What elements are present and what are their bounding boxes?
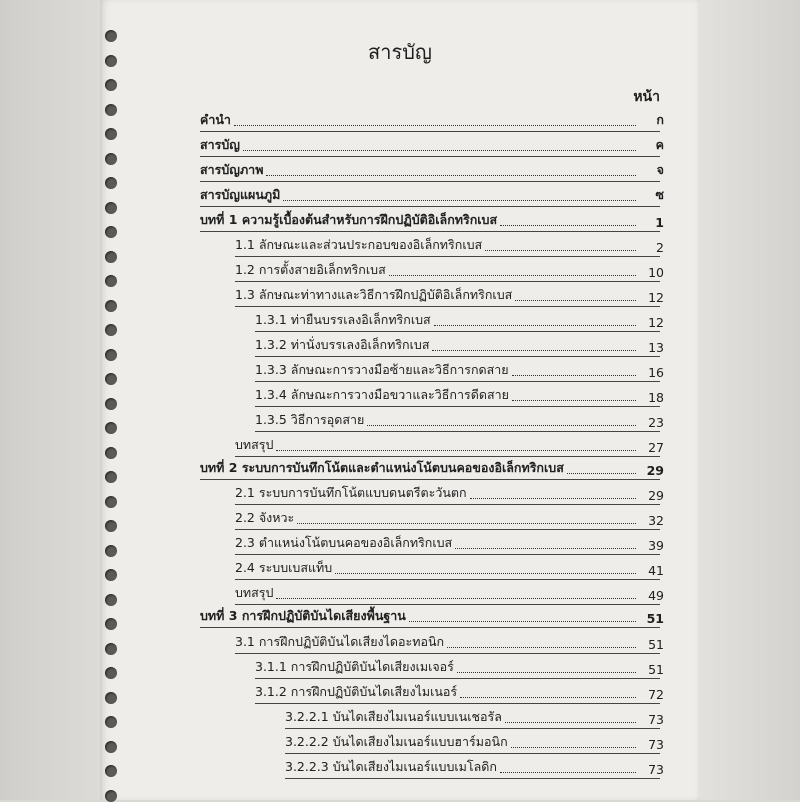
toc-entry-page: 29	[648, 488, 664, 503]
toc-entry	[255, 358, 664, 380]
toc-entry	[235, 630, 664, 652]
toc-entry-page: 73	[648, 712, 664, 727]
toc-leader	[243, 150, 636, 151]
toc-entry-page: 49	[648, 588, 664, 603]
toc-rule	[200, 156, 660, 157]
toc-entry	[200, 133, 664, 155]
toc-entry-label: 1.3.3 ลักษณะการวางมือซ้ายและวิธีการกดสาย	[255, 362, 509, 377]
toc-entry-label: 3.1.1 การฝึกปฏิบัติบันไดเสียงเมเจอร์	[255, 659, 454, 674]
toc-entry-label: สารบัญแผนภูมิ	[200, 187, 281, 202]
toc-entry-page: 72	[648, 687, 664, 702]
toc-entry-label: บทสรุป	[235, 585, 274, 600]
toc-entry	[255, 408, 664, 430]
toc-entry-label: บทที่ 1 ความรู้เบื้องต้นสำหรับการฝึกปฏิบัติอิเล็กทริกเบส	[200, 212, 498, 227]
toc-entry	[285, 730, 664, 752]
toc-leader	[485, 250, 636, 251]
toc-rule	[235, 529, 660, 530]
toc-entry	[200, 604, 664, 626]
toc-entry-page: ก	[656, 112, 664, 127]
toc-entry-label: บทที่ 2 ระบบการบันทึกโน้ตและตำแหน่งโน้ตบนคอของอิเล็กทริกเบส	[200, 460, 564, 475]
toc-entry	[235, 283, 664, 305]
toc-rule	[235, 306, 660, 307]
toc-entry	[235, 433, 664, 455]
toc-rule	[255, 431, 660, 432]
toc-entry	[285, 755, 664, 777]
toc-entry-page: 51	[648, 662, 664, 677]
toc-leader	[512, 375, 636, 376]
toc-entry-page: 12	[648, 290, 664, 305]
toc-leader	[511, 747, 636, 748]
toc-entry	[235, 481, 664, 503]
toc-entry	[235, 258, 664, 280]
toc-entry	[235, 233, 664, 255]
toc-leader	[500, 772, 636, 773]
toc-entry	[255, 308, 664, 330]
toc-entry-page: 29	[646, 463, 664, 478]
toc-leader	[389, 275, 636, 276]
toc-entry-page: 51	[648, 637, 664, 652]
toc-entry-label: 1.3.4 ลักษณะการวางมือขวาและวิธีการดีดสาย	[255, 387, 509, 402]
toc-entry-label: 1.3.5 วิธีการอุดสาย	[255, 412, 365, 427]
toc-leader	[512, 400, 636, 401]
toc-entry-page: 12	[648, 315, 664, 330]
toc-leader	[367, 425, 636, 426]
toc-rule	[235, 604, 660, 605]
toc-entry-label: 1.3.2 ท่านั่งบรรเลงอิเล็กทริกเบส	[255, 337, 430, 352]
toc-entry	[200, 456, 664, 478]
toc-leader	[460, 697, 636, 698]
toc-rule	[235, 579, 660, 580]
toc-entry-label: สารบัญ	[200, 137, 240, 152]
toc-leader	[297, 523, 636, 524]
toc-entry-label: 3.2.2.3 บันไดเสียงไมเนอร์แบบเมโลดิก	[285, 759, 497, 774]
toc-entry-page: จ	[656, 162, 664, 177]
toc-entry-page: 32	[648, 513, 664, 528]
toc-rule	[255, 331, 660, 332]
toc-rule	[235, 256, 660, 257]
toc-rule	[235, 653, 660, 654]
toc-entry-page: 27	[648, 440, 664, 455]
toc-entry-label: บทสรุป	[235, 437, 274, 452]
toc-entry	[200, 108, 664, 130]
toc-leader	[234, 125, 636, 126]
toc-entry-page: 51	[646, 611, 664, 626]
toc-leader	[434, 325, 636, 326]
toc-rule	[255, 406, 660, 407]
toc-leader	[455, 548, 636, 549]
toc-rule	[235, 456, 660, 457]
toc-leader	[276, 598, 636, 599]
toc-rule	[285, 728, 660, 729]
toc-entry-label: สารบัญภาพ	[200, 162, 264, 177]
toc-entry-label: 1.1 ลักษณะและส่วนประกอบของอิเล็กทริกเบส	[235, 237, 483, 252]
toc-entry-page: 73	[648, 737, 664, 752]
toc-rule	[235, 504, 660, 505]
toc-entry	[235, 531, 664, 553]
toc-entry-page: 16	[648, 365, 664, 380]
toc-leader	[470, 498, 636, 499]
toc-rule	[235, 554, 660, 555]
toc-entry-page: 10	[648, 265, 664, 280]
toc-entry-label: คำนำ	[200, 112, 231, 127]
toc-rule	[255, 703, 660, 704]
toc-leader	[500, 225, 636, 226]
toc-leader	[266, 175, 636, 176]
toc-entry	[255, 383, 664, 405]
toc-rule	[255, 381, 660, 382]
toc-entry-label: 1.3.1 ท่ายืนบรรเลงอิเล็กทริกเบส	[255, 312, 431, 327]
toc-entry	[200, 158, 664, 180]
toc-leader	[457, 672, 636, 673]
toc-entry	[255, 333, 664, 355]
toc-rule	[200, 131, 660, 132]
toc-entry-label: 2.4 ระบบเบสแท็บ	[235, 560, 333, 575]
toc-entry	[285, 705, 664, 727]
toc-entry-label: 3.2.2.1 บันไดเสียงไมเนอร์แบบเนเชอรัล	[285, 709, 502, 724]
toc-entry	[255, 680, 664, 702]
toc-entry-label: 1.2 การตั้งสายอิเล็กทริกเบส	[235, 262, 386, 277]
toc-rule	[200, 231, 660, 232]
page-column-header: หน้า	[633, 89, 660, 105]
toc-rule	[200, 627, 660, 628]
toc-entry	[255, 655, 664, 677]
toc-entry-label: 2.1 ระบบการบันทึกโน้ตแบบดนตรีตะวันตก	[235, 485, 467, 500]
toc-rule	[285, 753, 660, 754]
toc-entry-label: 2.3 ตำแหน่งโน้ตบนคอของอิเล็กทริกเบส	[235, 535, 453, 550]
toc-entry-page: 39	[648, 538, 664, 553]
toc-entry	[235, 506, 664, 528]
toc-entry-page: ซ	[655, 187, 664, 202]
toc-leader	[276, 450, 636, 451]
toc-leader	[335, 573, 636, 574]
toc-leader	[505, 722, 636, 723]
toc-entry-page: 1	[655, 215, 664, 230]
toc-entry	[200, 208, 664, 230]
toc-leader	[567, 473, 636, 474]
toc-rule	[255, 356, 660, 357]
toc-entry-label: 3.1.2 การฝึกปฏิบัติบันไดเสียงไมเนอร์	[255, 684, 458, 699]
toc-entry	[235, 581, 664, 603]
toc-entry	[235, 556, 664, 578]
toc-entry-page: 23	[648, 415, 664, 430]
toc-rule	[200, 181, 660, 182]
toc-entry-label: 3.1 การฝึกปฏิบัติบันไดเสียงไดอะทอนิก	[235, 634, 445, 649]
toc-entry-label: 3.2.2.2 บันไดเสียงไมเนอร์แบบฮาร์มอนิก	[285, 734, 508, 749]
toc-entry-page: 73	[648, 762, 664, 777]
toc-leader	[432, 350, 636, 351]
toc-entry-label: 1.3 ลักษณะท่าทางและวิธีการฝึกปฏิบัติอิเล็กทริกเบส	[235, 287, 513, 302]
toc-leader	[447, 647, 636, 648]
page-title: สารบัญ	[368, 40, 432, 64]
toc-entry-page: 13	[648, 340, 664, 355]
toc-rule	[285, 778, 660, 779]
toc-entry-label: บทที่ 3 การฝึกปฏิบัติบันไดเสียงพื้นฐาน	[200, 608, 406, 623]
toc-entry	[200, 183, 664, 205]
toc-rule	[200, 206, 660, 207]
toc-leader	[409, 621, 636, 622]
toc-entry-page: 18	[648, 390, 664, 405]
toc-entry-label: 2.2 จังหวะ	[235, 510, 295, 525]
toc-rule	[255, 678, 660, 679]
toc-leader	[283, 200, 636, 201]
toc-entry-page: ค	[655, 137, 664, 152]
toc-entry-page: 2	[656, 240, 664, 255]
toc-rule	[200, 479, 660, 480]
toc-entry-page: 41	[648, 563, 664, 578]
toc-leader	[515, 300, 636, 301]
toc-rule	[235, 281, 660, 282]
